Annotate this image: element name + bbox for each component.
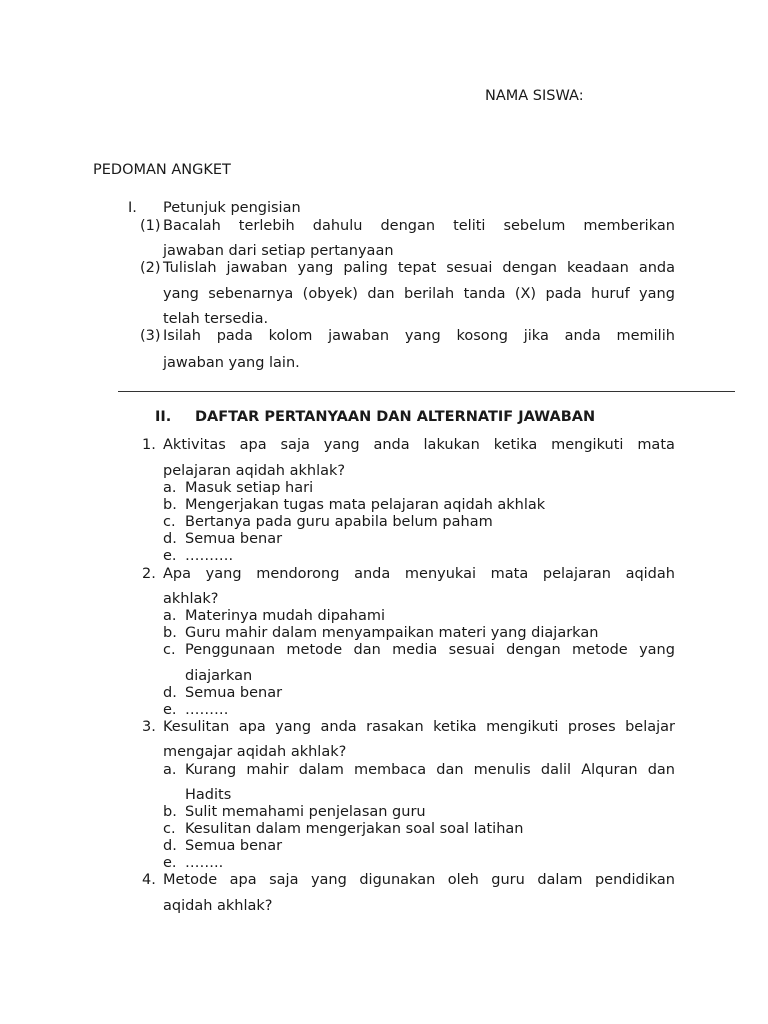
- student-name-label: NAMA SISWA:: [485, 88, 584, 104]
- section1-heading: Petunjuk pengisian: [163, 200, 301, 216]
- question-text: Apa yang mendorong anda menyukai mata pelajaran aqidah: [163, 566, 675, 582]
- option-letter: d.: [163, 838, 177, 854]
- option-text: Mengerjakan tugas mata pelajaran aqidah akhlak: [185, 497, 546, 513]
- option-letter: e.: [163, 548, 177, 564]
- option-text: Masuk setiap hari: [185, 480, 314, 496]
- option-text: Kesulitan dalam mengerjakan soal soal latihan: [185, 821, 524, 837]
- section-divider: [118, 391, 735, 392]
- instruction-line: telah tersedia.: [163, 311, 269, 327]
- instruction-line: jawaban yang lain.: [163, 355, 300, 371]
- question-text: Aktivitas apa saja yang anda lakukan ketika mengikuti mata: [163, 437, 675, 453]
- question-text: Kesulitan apa yang anda rasakan ketika mengikuti proses belajar: [163, 719, 675, 735]
- instruction-number: (2): [140, 260, 161, 276]
- question-text: akhlak?: [163, 591, 219, 607]
- option-text: ………: [185, 702, 229, 718]
- option-text: Semua benar: [185, 531, 283, 547]
- question-number: 4.: [142, 872, 156, 888]
- option-text: ……….: [185, 548, 234, 564]
- option-text: ……..: [185, 855, 224, 871]
- option-text: Guru mahir dalam menyampaikan materi yang diajarkan: [185, 625, 599, 641]
- instruction-number: (1): [140, 218, 161, 234]
- question-number: 2.: [142, 566, 156, 582]
- option-letter: b.: [163, 625, 177, 641]
- option-text: Materinya mudah dipahami: [185, 608, 386, 624]
- instruction-number: (3): [140, 328, 161, 344]
- option-letter: c.: [163, 514, 176, 530]
- option-text: Hadits: [185, 787, 232, 803]
- option-text: diajarkan: [185, 668, 253, 684]
- option-letter: b.: [163, 804, 177, 820]
- question-text: aqidah akhlak?: [163, 898, 273, 914]
- option-letter: a.: [163, 480, 177, 496]
- option-letter: c.: [163, 642, 176, 658]
- section2-heading: DAFTAR PERTANYAAN DAN ALTERNATIF JAWABAN: [195, 409, 596, 425]
- option-letter: d.: [163, 531, 177, 547]
- option-text: Sulit memahami penjelasan guru: [185, 804, 426, 820]
- question-text: mengajar aqidah akhlak?: [163, 744, 347, 760]
- option-letter: d.: [163, 685, 177, 701]
- option-text: Semua benar: [185, 685, 283, 701]
- option-letter: e.: [163, 855, 177, 871]
- section1-number: I.: [128, 200, 137, 216]
- option-text: Penggunaan metode dan media sesuai dengan metode yang: [185, 642, 675, 658]
- option-text: Kurang mahir dalam membaca dan menulis dalil Alquran dan: [185, 762, 675, 778]
- option-text: Bertanya pada guru apabila belum paham: [185, 514, 493, 530]
- option-letter: c.: [163, 821, 176, 837]
- option-letter: b.: [163, 497, 177, 513]
- section2-number: II.: [155, 409, 172, 425]
- option-text: Semua benar: [185, 838, 283, 854]
- option-letter: a.: [163, 608, 177, 624]
- instruction-line: yang sebenarnya (obyek) dan berilah tanda (X) pada huruf yang: [163, 286, 675, 302]
- instruction-line: Isilah pada kolom jawaban yang kosong jika anda memilih: [163, 328, 675, 344]
- option-letter: a.: [163, 762, 177, 778]
- instruction-line: jawaban dari setiap pertanyaan: [163, 243, 394, 259]
- instruction-line: Tulislah jawaban yang paling tepat sesuai dengan keadaan anda: [163, 260, 675, 276]
- question-text: pelajaran aqidah akhlak?: [163, 463, 346, 479]
- page-title: PEDOMAN ANGKET: [93, 162, 231, 178]
- question-text: Metode apa saja yang digunakan oleh guru dalam pendidikan: [163, 872, 675, 888]
- instruction-line: Bacalah terlebih dahulu dengan teliti sebelum memberikan: [163, 218, 675, 234]
- option-letter: e.: [163, 702, 177, 718]
- question-number: 1.: [142, 437, 156, 453]
- question-number: 3.: [142, 719, 156, 735]
